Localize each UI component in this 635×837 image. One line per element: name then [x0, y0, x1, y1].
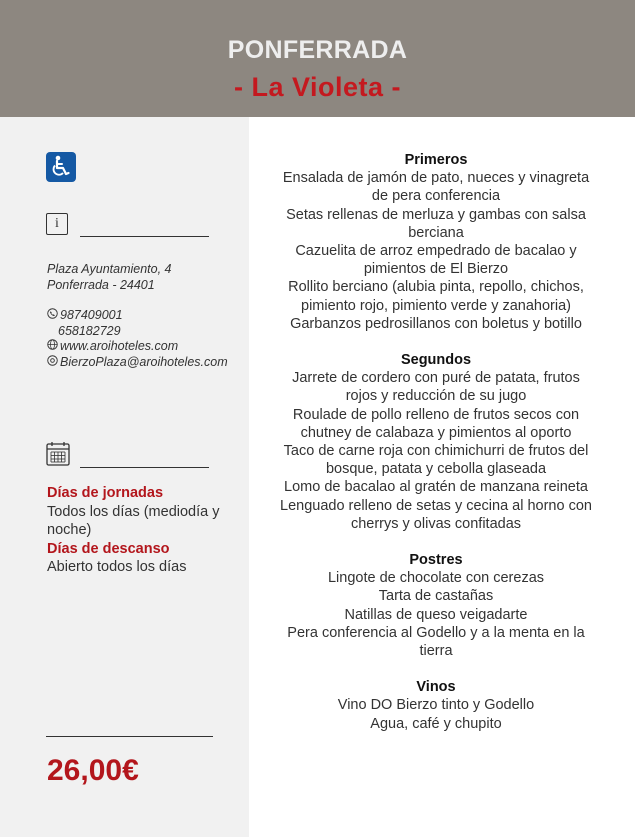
menu-item: Garbanzos pedrosillanos con boletus y botillo: [290, 315, 582, 332]
menu-item: Rollito berciano (alubia pinta, repollo, chichos, pimiento rojo, pimiento verde y zanahoria): [288, 279, 584, 314]
menu-section-primeros: [275, 151, 597, 333]
globe-icon: [47, 339, 58, 355]
menu: [275, 151, 597, 751]
restaurant-name: - La Violeta -: [233, 72, 402, 102]
price: 26,00€: [47, 754, 139, 787]
phone-number[interactable]: 987409001: [60, 308, 123, 322]
menu-item: Lomo de bacalao al gratén de manzana reineta: [284, 479, 588, 496]
menu-section-vinos: [275, 678, 597, 733]
phone-number[interactable]: 658182729: [58, 323, 121, 338]
section-title: Primeros: [404, 152, 468, 168]
menu-item: Pera conferencia al Godello y a la menta en la tierra: [287, 624, 585, 660]
section-title: Postres: [409, 552, 463, 569]
address-line: Plaza Ayuntamiento, 4: [47, 262, 172, 276]
menu-item: Taco de carne roja con chimichurri de frutos del bosque, patata y cebolla glaseada: [283, 443, 589, 478]
menu-item: Jarrete de cordero con puré de patata, frutos rojos y reducción de su jugo: [292, 370, 580, 405]
divider-schedule: [80, 467, 209, 468]
info-icon: i: [46, 213, 68, 235]
menu-item: Cazuelita de arroz empedrado de bacalao y pimientos de El Bierzo: [295, 243, 577, 278]
menu-item: Lenguado relleno de setas y cecina al horno con cherrys y olivas confitadas: [280, 497, 592, 532]
menu-item: Ensalada de jamón de pato, nueces y vinagreta de pera conferencia: [282, 170, 590, 205]
address-block: [47, 261, 172, 293]
address-line: Ponferrada - 24401: [47, 278, 155, 292]
menu-item: Natillas de queso veigadarte: [344, 606, 528, 623]
menu-section-segundos: [275, 351, 597, 533]
at-icon: [47, 355, 58, 371]
city-title: PONFERRADA: [227, 36, 408, 64]
menu-item: Agua, café y chupito: [370, 715, 502, 732]
header-banner: [0, 0, 635, 117]
days-label: Días de jornadas: [47, 485, 164, 501]
contact-block: [47, 308, 228, 370]
menu-item: Roulade de pollo relleno de frutos secos con chutney de calabaza y pimientos al oporto: [292, 406, 580, 441]
section-title: Vinos: [416, 679, 456, 696]
wheelchair-icon: [46, 152, 76, 182]
menu-item: Setas rellenas de merluza y gambas con salsa berciana: [286, 206, 586, 241]
rest-value: Abierto todos los días: [47, 559, 187, 575]
email-link[interactable]: BierzoPlaza@aroihoteles.com: [60, 354, 228, 369]
calendar-icon: [46, 441, 70, 466]
website-link[interactable]: www.aroihoteles.com: [60, 339, 179, 353]
phone-icon: [47, 308, 58, 324]
days-value: Todos los días (mediodía y noche): [47, 503, 220, 538]
sidebar: [0, 117, 249, 837]
section-title: Segundos: [400, 352, 472, 369]
menu-item: Tarta de castañas: [378, 588, 494, 605]
rest-label: Días de descanso: [47, 540, 170, 557]
divider-info: [80, 236, 209, 237]
menu-item: Vino DO Bierzo tinto y Godello: [337, 697, 535, 714]
menu-item: Lingote de chocolate con cerezas: [327, 570, 545, 587]
divider-price: [46, 736, 213, 737]
menu-section-postres: [275, 551, 597, 660]
schedule-block: [47, 484, 242, 577]
